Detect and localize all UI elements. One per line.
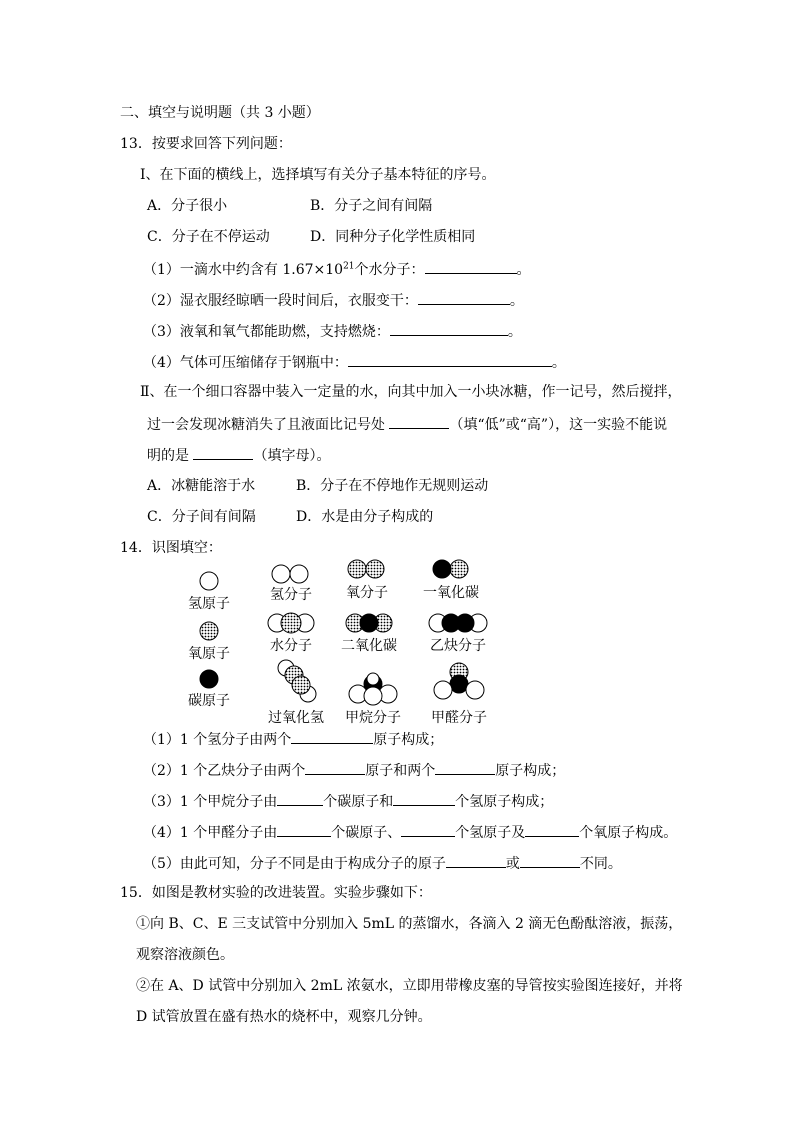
hydrogen-peroxide-diagram	[276, 658, 320, 704]
label-methane-molecule: 甲烷分子	[345, 710, 401, 726]
acetylene-molecule-diagram	[428, 612, 488, 634]
label-oxygen-atom: 氧原子	[188, 646, 230, 662]
q14-sub1: （1）1 个氢分子由两个 原子构成；	[143, 729, 443, 749]
label-hydrogen-peroxide: 过氧化氢	[268, 710, 324, 726]
q15-step1-line1: ①向 B、C、E 三支试管中分别加入 5mL 的蒸馏水，各滴入 2 滴无色酚酞溶液，振荡，	[136, 916, 683, 932]
label-carbon-monoxide: 一氧化碳	[423, 585, 479, 601]
q13-option-d: D．同种分子化学性质相同	[310, 229, 476, 245]
answer-blank[interactable]	[418, 290, 510, 305]
label-water-molecule: 水分子	[270, 638, 312, 654]
q13-part1-intro: Ⅰ、在下面的横线上，选择填写有关分子基本特征的序号。	[140, 167, 496, 183]
answer-blank[interactable]	[435, 760, 495, 775]
q14-stem: 14．识图填空：	[120, 540, 222, 556]
water-molecule-diagram	[266, 612, 318, 634]
q13-part2-option-a: A．冰糖能溶于水	[147, 478, 256, 494]
q13-sub3: （3）液氧和氧气都能助燃，支持燃烧： 。	[143, 321, 522, 341]
methane-molecule-diagram	[348, 672, 398, 706]
q13-part2-line1: Ⅱ、在一个细口容器中装入一定量的水，向其中加入一小块冰糖，作一记号，然后搅拌，	[140, 384, 682, 400]
q15-step2-line1: ②在 A、D 试管中分别加入 2mL 浓氨水，立即用带橡皮塞的导管按实验图连接好，并将	[136, 978, 683, 994]
oxygen-atom-diagram	[198, 620, 220, 642]
label-hydrogen-atom: 氢原子	[188, 596, 230, 612]
answer-blank[interactable]	[525, 822, 579, 837]
q14-sub4: （4）1 个甲醛分子由 个碳原子、 个氢原子及 个氧原子构成。	[143, 822, 677, 842]
answer-blank[interactable]	[348, 352, 552, 367]
hydrogen-atom-diagram	[198, 570, 220, 592]
q13-part2-line3: 明的是 （填字母）。	[147, 445, 330, 465]
label-carbon-dioxide: 二氧化碳	[341, 638, 397, 654]
q13-sub4: （4）气体可压缩储存于钢瓶中： 。	[143, 352, 566, 372]
answer-blank[interactable]	[277, 822, 331, 837]
oxygen-molecule-diagram	[346, 558, 388, 580]
carbon-monoxide-diagram	[430, 558, 472, 580]
answer-blank[interactable]	[446, 853, 506, 868]
answer-blank[interactable]	[393, 791, 455, 806]
q13-part2-line2: 过一会发现冰糖消失了且液面比记号处 （填“低”或“高”），这一实验不能说	[147, 414, 667, 434]
answer-blank[interactable]	[425, 259, 517, 274]
section-title: 二、填空与说明题（共 3 小题）	[120, 105, 320, 121]
label-oxygen-molecule: 氧分子	[346, 585, 388, 601]
answer-blank[interactable]	[277, 791, 323, 806]
q15-stem: 15．如图是教材实验的改进装置。实验步骤如下：	[120, 885, 432, 901]
q14-sub3: （3）1 个甲烷分子由 个碳原子和 个氢原子构成；	[143, 791, 553, 811]
q13-option-c: C．分子在不停运动	[147, 229, 270, 245]
label-carbon-atom: 碳原子	[188, 693, 230, 709]
label-acetylene-molecule: 乙炔分子	[430, 638, 486, 654]
label-hydrogen-molecule: 氢分子	[270, 587, 312, 603]
answer-blank[interactable]	[193, 445, 253, 460]
hydrogen-molecule-diagram	[270, 563, 312, 585]
formaldehyde-molecule-diagram	[432, 662, 486, 704]
q13-part2-option-c: C．分子间有间隔	[147, 509, 256, 525]
q13-part2-option-b: B．分子在不停地作无规则运动	[296, 478, 489, 494]
answer-blank[interactable]	[291, 729, 373, 744]
q13-sub1: （1）一滴水中约含有 $1.67\times 10^{21}$个水分子： 。	[143, 259, 531, 279]
q15-step2-line2: D 试管放置在盛有热水的烧杯中，观察几分钟。	[136, 1009, 432, 1025]
q13-option-b: B．分子之间有间隔	[310, 198, 433, 214]
q13-option-a: A．分子很小	[147, 198, 228, 214]
q15-step1-line2: 观察溶液颜色。	[136, 947, 234, 963]
answer-blank[interactable]	[305, 760, 365, 775]
answer-blank[interactable]	[401, 822, 455, 837]
carbon-dioxide-diagram	[344, 612, 396, 634]
q13-stem: 13．按要求回答下列问题：	[120, 136, 292, 152]
q14-sub5: （5）由此可知，分子不同是由于构成分子的原子 或 不同。	[143, 853, 622, 873]
q13-sub2: （2）湿衣服经晾晒一段时间后，衣服变干： 。	[143, 290, 524, 310]
answer-blank[interactable]	[389, 414, 449, 429]
q14-sub2: （2）1 个乙炔分子由两个 原子和两个 原子构成；	[143, 760, 565, 780]
q13-part2-option-d: D．水是由分子构成的	[296, 509, 434, 525]
answer-blank[interactable]	[390, 321, 508, 336]
label-formaldehyde-molecule: 甲醛分子	[431, 710, 487, 726]
answer-blank[interactable]	[520, 853, 580, 868]
carbon-atom-diagram	[198, 668, 220, 690]
